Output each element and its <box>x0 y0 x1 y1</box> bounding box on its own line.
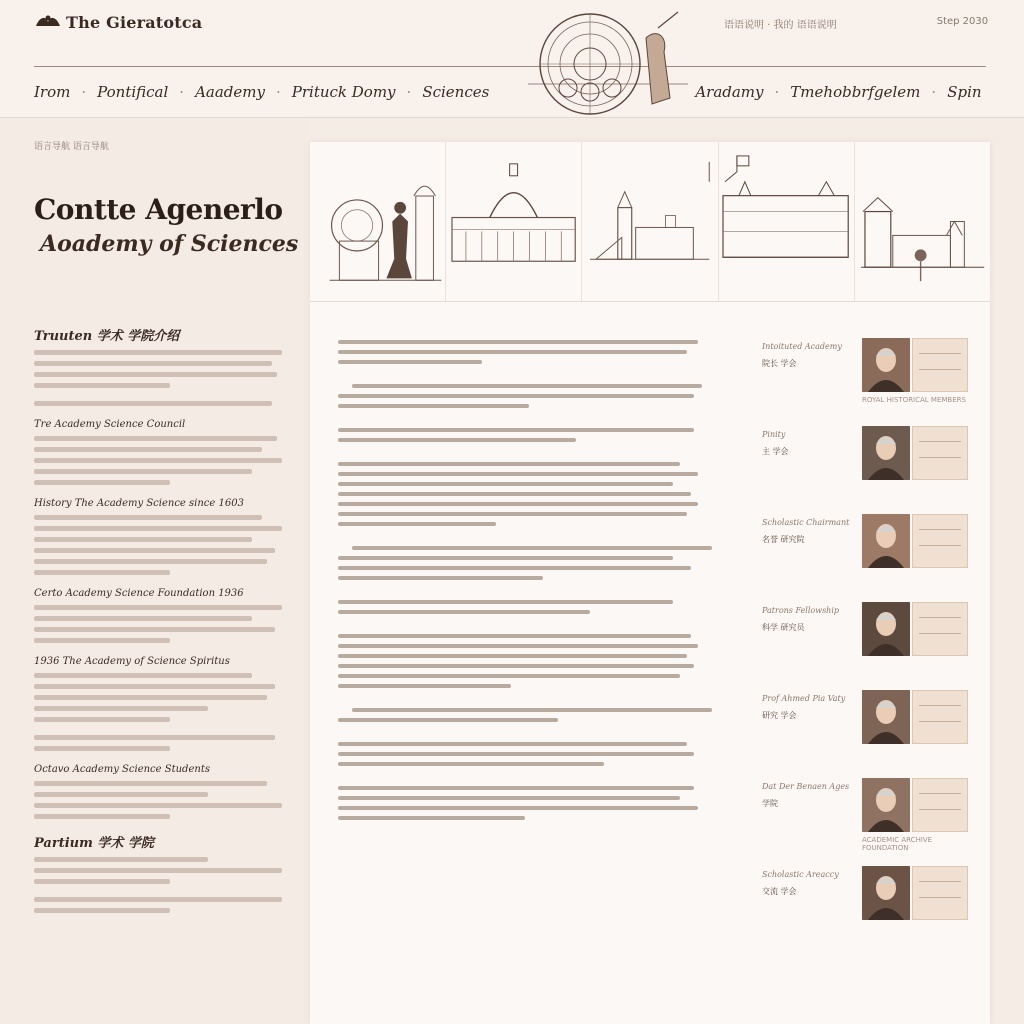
article-paragraph <box>338 634 698 688</box>
text-line <box>338 786 694 790</box>
text-line <box>34 480 170 485</box>
text-line <box>34 372 277 377</box>
member-thumbnail[interactable] <box>862 602 968 656</box>
article-paragraph <box>338 742 698 766</box>
nav-item-spin[interactable]: Spin <box>947 83 982 101</box>
text-line <box>34 447 262 452</box>
text-line <box>34 879 170 884</box>
left-section <box>34 897 282 913</box>
left-section-text <box>34 857 282 884</box>
nav-separator: · <box>179 83 185 101</box>
text-line <box>34 695 267 700</box>
site-logo[interactable] <box>34 12 202 32</box>
text-line <box>338 718 558 722</box>
utility-link-language[interactable]: 语语说明 · 我的 语语说明 <box>724 20 837 31</box>
text-line <box>338 556 673 560</box>
text-line <box>34 781 267 786</box>
left-section <box>34 419 282 485</box>
article-paragraph <box>338 600 698 614</box>
document-preview-icon <box>912 426 968 480</box>
statue-illustration-icon <box>310 142 445 301</box>
page-subtitle: Aoademy of Sciences <box>40 231 299 257</box>
document-preview-icon <box>912 866 968 920</box>
text-line <box>34 814 170 819</box>
member-card-subtitle: 主 学会 <box>762 447 789 456</box>
banner-panel-statue <box>310 142 446 301</box>
text-line <box>338 634 691 638</box>
text-line <box>338 796 680 800</box>
article-paragraph <box>338 428 698 442</box>
text-line <box>338 482 673 486</box>
member-card-title[interactable]: Dat Der Benaen Ages <box>762 782 850 791</box>
text-line <box>338 644 698 648</box>
page-title: Contte Agenerlo <box>34 193 283 226</box>
left-section-text <box>34 436 282 485</box>
nav-separator: · <box>774 83 780 101</box>
nav-separator: · <box>931 83 937 101</box>
text-line <box>34 605 282 610</box>
portrait-icon <box>862 778 910 832</box>
member-card-subtitle: 研究 学会 <box>762 711 797 720</box>
text-line <box>34 908 170 913</box>
member-card-title[interactable]: Intoituted Academy <box>762 342 842 351</box>
member-card-caption: ROYAL HISTORICAL MEMBERS <box>862 396 966 404</box>
nav-item-sciences[interactable]: Sciences <box>422 83 490 101</box>
text-line <box>338 394 694 398</box>
left-section-text <box>34 673 282 722</box>
nav-separator: · <box>406 83 412 101</box>
nav-separator: · <box>81 83 87 101</box>
left-section-heading[interactable]: Tre Academy Science Council <box>34 419 186 430</box>
text-line <box>338 462 680 466</box>
tower-illustration-icon <box>855 142 990 301</box>
portrait-icon <box>862 426 910 480</box>
left-section-text <box>34 897 282 913</box>
member-card-title[interactable]: Scholastic Areaccy <box>762 870 839 879</box>
text-line <box>34 897 282 902</box>
text-line <box>34 717 170 722</box>
member-card-title[interactable]: Prof Ahmed Pia Vaty <box>762 694 846 703</box>
portrait-icon <box>862 690 910 744</box>
member-card-title[interactable]: Scholastic Chairmant <box>762 518 850 527</box>
left-section <box>34 764 282 819</box>
left-section <box>34 498 282 575</box>
text-line <box>34 570 170 575</box>
text-line <box>338 502 698 506</box>
nav-separator: · <box>275 83 281 101</box>
text-line <box>338 522 496 526</box>
nav-item-academy-2[interactable]: Aradamy <box>695 83 764 101</box>
member-card-subtitle: 科学 研究员 <box>762 623 805 632</box>
text-line <box>338 806 698 810</box>
banner-panel-tower <box>855 142 990 301</box>
basilica-illustration-icon <box>446 142 581 301</box>
text-line <box>34 803 282 808</box>
text-line <box>34 436 277 441</box>
article-paragraph <box>338 384 698 408</box>
member-thumbnail[interactable] <box>862 690 968 744</box>
text-line <box>338 438 576 442</box>
text-line <box>338 752 694 756</box>
text-line <box>338 472 698 476</box>
text-line <box>338 654 687 658</box>
text-line <box>34 638 170 643</box>
nav-item-academy[interactable]: Aaademy <box>195 83 265 101</box>
left-section <box>34 735 282 751</box>
left-section <box>34 832 282 884</box>
member-card[interactable] <box>762 426 972 514</box>
article-paragraph <box>338 708 698 722</box>
left-section-text <box>34 515 282 575</box>
text-line <box>34 559 267 564</box>
text-line <box>34 868 282 873</box>
portrait-icon <box>862 602 910 656</box>
nav-item-patrick-domy[interactable]: Prituck Domy <box>291 83 396 101</box>
left-section <box>34 588 282 643</box>
text-line <box>338 566 691 570</box>
left-section <box>34 656 282 722</box>
member-thumbnail[interactable] <box>862 426 968 480</box>
text-line <box>34 401 272 406</box>
document-preview-icon <box>912 338 968 392</box>
article-paragraph <box>338 546 698 580</box>
article-body <box>338 340 698 840</box>
palace-illustration-icon <box>719 142 854 301</box>
member-thumbnail[interactable] <box>862 778 968 832</box>
text-line <box>352 708 712 712</box>
text-line <box>34 857 208 862</box>
member-card[interactable] <box>762 338 972 426</box>
text-line <box>338 428 694 432</box>
text-line <box>34 537 252 542</box>
text-line <box>338 350 687 354</box>
member-card-caption: ACADEMIC ARCHIVE FOUNDATION <box>862 836 933 852</box>
left-section-text <box>34 605 282 643</box>
document-preview-icon <box>912 778 968 832</box>
text-line <box>34 746 170 751</box>
left-section-heading[interactable]: History The Academy Science since 1603 <box>34 498 244 509</box>
text-line <box>34 350 282 355</box>
utility-link-step[interactable]: Step 2030 <box>936 16 989 27</box>
text-line <box>338 674 680 678</box>
left-section-heading[interactable]: Truuten 学术 学院介绍 <box>34 329 180 344</box>
text-line <box>338 664 694 668</box>
text-line <box>338 684 511 688</box>
left-section <box>34 401 282 406</box>
left-section-text <box>34 401 282 406</box>
portrait-icon <box>862 866 910 920</box>
text-line <box>34 383 170 388</box>
text-line <box>34 515 262 520</box>
text-line <box>338 742 687 746</box>
member-card-subtitle: 学院 <box>762 799 778 808</box>
left-section-text <box>34 735 282 751</box>
left-section-heading[interactable]: 1936 The Academy of Science Spiritus <box>34 656 230 667</box>
member-card[interactable] <box>762 690 972 778</box>
left-section-heading[interactable]: Certo Academy Science Foundation 1936 <box>34 588 244 599</box>
text-line <box>34 361 272 366</box>
left-section <box>34 325 282 388</box>
document-preview-icon <box>912 690 968 744</box>
text-line <box>338 762 604 766</box>
portrait-icon <box>862 514 910 568</box>
text-line <box>34 469 252 474</box>
text-line <box>34 792 208 797</box>
left-section-text <box>34 781 282 819</box>
member-card-title[interactable]: Patrons Fellowship <box>762 606 840 615</box>
article-paragraph <box>338 340 698 364</box>
text-line <box>34 548 275 553</box>
left-section-heading[interactable]: Partium 学术 学院 <box>34 836 154 851</box>
featured-members-list <box>762 338 972 954</box>
main-panel <box>310 142 990 1024</box>
nav-item-pontifical[interactable]: Pontifical <box>97 83 169 101</box>
text-line <box>34 616 252 621</box>
article-paragraph <box>338 462 698 526</box>
member-card[interactable] <box>762 602 972 690</box>
main-navigation <box>34 80 990 104</box>
text-line <box>338 492 691 496</box>
text-line <box>338 576 543 580</box>
text-line <box>338 610 590 614</box>
site-header <box>0 0 1024 118</box>
text-line <box>34 673 252 678</box>
logo-emblem-icon <box>34 12 62 32</box>
article-paragraph <box>338 786 698 820</box>
nav-item-members[interactable]: Tmehobbrfgelem <box>790 83 921 101</box>
text-line <box>34 526 282 531</box>
header-divider <box>34 66 986 67</box>
text-line <box>338 816 525 820</box>
text-line <box>34 627 275 632</box>
text-line <box>34 735 275 740</box>
document-preview-icon <box>912 602 968 656</box>
text-line <box>338 340 698 344</box>
text-line <box>34 684 275 689</box>
document-preview-icon <box>912 514 968 568</box>
text-line <box>338 512 687 516</box>
member-thumbnail[interactable] <box>862 866 968 920</box>
banner-panel-basilica <box>446 142 582 301</box>
text-line <box>352 546 712 550</box>
left-section-heading[interactable]: Octavo Academy Science Students <box>34 764 210 775</box>
member-card-title[interactable]: Pinity <box>762 430 786 439</box>
chapel-illustration-icon <box>582 142 717 301</box>
banner-panel-chapel <box>582 142 718 301</box>
member-card-subtitle: 交流 学会 <box>762 887 797 896</box>
member-card[interactable] <box>762 778 972 866</box>
member-card[interactable] <box>762 866 972 954</box>
text-line <box>338 600 673 604</box>
portrait-icon <box>862 338 910 392</box>
breadcrumb[interactable]: 语言导航 语言导航 <box>34 142 109 152</box>
architecture-banner <box>310 142 990 302</box>
banner-panel-palace <box>719 142 855 301</box>
member-thumbnail[interactable] <box>862 514 968 568</box>
left-section-text <box>34 350 282 388</box>
member-thumbnail[interactable] <box>862 338 968 392</box>
left-column <box>0 119 306 1024</box>
text-line <box>338 360 482 364</box>
text-line <box>34 706 208 711</box>
member-card-subtitle: 院长 学会 <box>762 359 797 368</box>
member-card-subtitle: 名誉 研究院 <box>762 535 805 544</box>
utility-links <box>724 16 988 31</box>
text-line <box>338 404 529 408</box>
member-card[interactable] <box>762 514 972 602</box>
text-line <box>34 458 282 463</box>
nav-item-from[interactable]: Irom <box>34 83 71 101</box>
left-sections <box>34 325 282 926</box>
logo-text: The Gieratotca <box>66 12 203 32</box>
text-line <box>352 384 701 388</box>
